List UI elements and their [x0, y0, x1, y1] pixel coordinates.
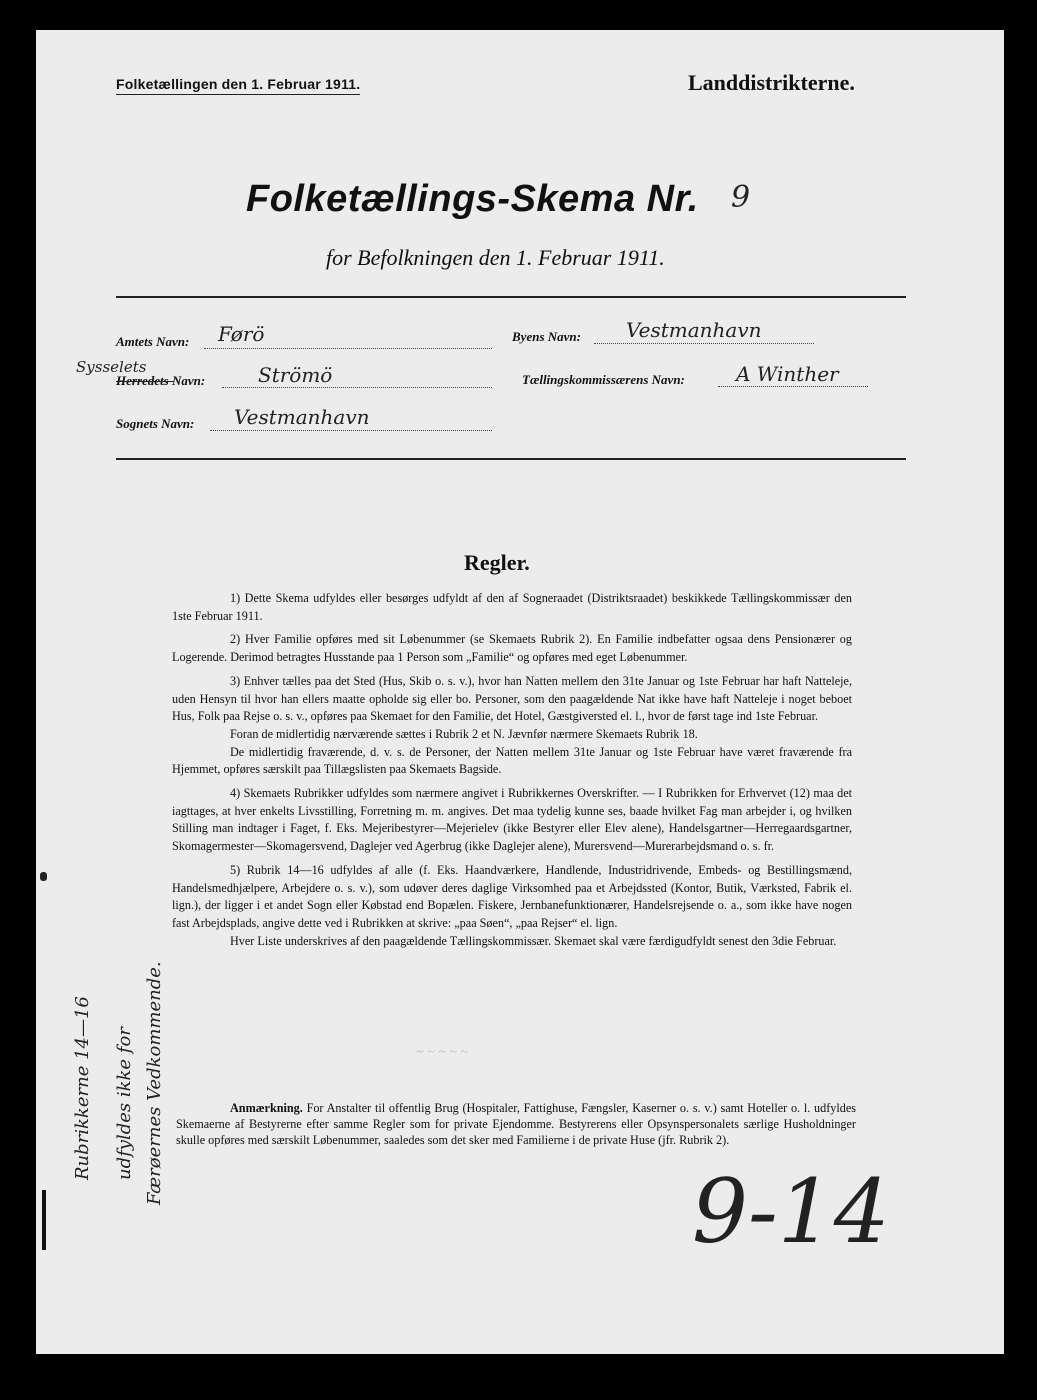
kommissaer-line [718, 386, 868, 387]
bottom-divider [116, 458, 906, 460]
amt-value: Førö [218, 322, 265, 346]
amt-label: Amtets Navn: [116, 334, 190, 349]
kommissaer-label: Tællingskommissærens Navn: [522, 372, 685, 387]
bleed-through-marks: ~ ~ ~ ~ ~ [416, 1045, 468, 1060]
form-title: Folketællings-Skema Nr. [246, 178, 699, 220]
anmaerkning [176, 1100, 856, 1148]
anmaerkning-lead: Anmærkning. [230, 1101, 303, 1115]
header-census-date: Folketællingen den 1. Februar 1911. [116, 76, 360, 95]
rule-1: 1) Dette Skema udfyldes eller besørges udfyldt af den af Sogneraadet (Distriktsraadet) beskikkede Tællingskommissær den 1ste Februar 1911. [172, 591, 852, 623]
sogn-line [210, 430, 492, 431]
by-label: Byens Navn: [512, 329, 581, 344]
herred-strike [116, 381, 174, 382]
rules-body [172, 590, 852, 956]
by-line [594, 343, 814, 344]
anmaerkning-text: For Anstalter til offentlig Brug (Hospitaler, Fattighuse, Fængsler, Kaserner o. s. v.) samt Hoteller o. l. udfyldes Skemaerne af Bestyrerne efter samme Regler som for private Ejendomme. Bestyrerens eller Opsynspersonalets særlige Husholdninger skulle opføres med særskilt Løbenummer, saaledes som det sker med Familierne i de private Huse (jfr. Rubrik 2). [176, 1101, 856, 1147]
sogn-value: Vestmanhavn [234, 405, 370, 429]
sogn-label: Sognets Navn: [116, 416, 195, 431]
header-district-type: Landdistrikterne. [688, 70, 855, 95]
by-value: Vestmanhavn [626, 318, 762, 342]
form-subtitle: for Befolkningen den 1. Februar 1911. [326, 245, 665, 270]
kommissaer-value: A Winther [736, 362, 839, 386]
archive-number: 9-14 [692, 1160, 890, 1263]
rule-5-note: Hver Liste underskrives af den paagældende Tællingskommissær. Skemaet skal være færdigudfyldt senest den 3die Februar. [230, 933, 837, 948]
form-number: 9 [731, 180, 751, 215]
margin-note-line-1: Rubrikkerne 14—16 [72, 996, 93, 1180]
margin-note-line-3: Færøernes Vedkommende. [144, 961, 165, 1205]
herred-label: Herredets Navn: [116, 373, 206, 388]
edge-mark-dot [40, 872, 47, 881]
amt-line [204, 348, 492, 349]
herred-line [222, 387, 492, 388]
margin-note-line-2: udfyldes ikke for [114, 1027, 135, 1180]
herred-value: Strömö [258, 363, 333, 387]
rule-2: 2) Hver Familie opføres med sit Løbenummer (se Skemaets Rubrik 2). En Familie indbefatter ogsaa dens Pensionærer og Logerende. Derimod betragtes Husstande paa 1 Person som „Familie“ og opføres med eget Løbenummer. [172, 632, 852, 665]
rules-title: Regler. [464, 550, 530, 575]
rule-5: 5) Rubrik 14—16 udfyldes af alle (f. Eks. Haandværkere, Handlende, Industridrivende, Embeds- og Bestillingsmænd, Handelsmedhjælpere, Arbejdere o. s. v.), som udøver deres daglige Virksomhed paa et Arbejdssted (Kontor, Butik, Værksted, Fabrik el. lign.), der ligger i et andet Sogn eller Købstad end Bopælen. Fiskere, Jernbanefunktionærer, Handelsrejsende o. a., som ikke have nogen fast Arbejdsplads, angive dette ved i Rubrikken at skrive: „paa Søen“, „paa Rejser“ el. lign. [172, 862, 852, 930]
edge-mark-bar [42, 1190, 46, 1250]
census-form [36, 30, 1004, 1354]
rule-3-note-a: Foran de midlertidig nærværende sættes i Rubrik 2 et N. Jævnfør nærmere Skemaets Rubrik 18. [230, 726, 698, 741]
rule-3: 3) Enhver tælles paa det Sted (Hus, Skib o. s. v.), hvor han Natten mellem den 31te Januar og 1ste Februar har haft Natteleje, uden Hensyn til hvor han ellers maatte opholde sig eller bo. Personer, som den paagældende Nat ikke have haft Natteleje i noget beboet Hus, Folk paa Rejse o. s. v., opføres paa Skemaet for den Familie, det Hotel, Gæstgiversted el. l., hvor de først tage ind 1ste Februar. [172, 673, 852, 724]
rule-3-note-b: De midlertidig fraværende, d. v. s. de Personer, der Natten mellem 31te Januar og 1ste Februar have været fraværende fra Hjemmet, opføres særskilt paa Tillægslisten paa Skemaets Bagside. [172, 744, 852, 777]
top-divider [116, 296, 906, 298]
herred-correction: Sysselets [76, 358, 147, 376]
rule-4: 4) Skemaets Rubrikker udfyldes som nærmere angivet i Rubrikkernes Overskrifter. — I Rubrikken for Erhvervet (12) maa det iagttages, at hver enkelts Livsstilling, Forretning m. m. angives. Det maa tydelig kunne ses, baade hvilket Fag man arbejder i, og hvilken Stilling man indtager i Faget, f. Eks. Mejeribestyrer—Mejerielev (ikke Bestyrer eller Elev alene), Handelsgartner—Herregaardsgartner, Skomagermester—Skomagersvend, Daglejer ved Agerbrug (ikke Daglejer alene), Murersvend—Murerarbejdsmand o. s. fr. [172, 786, 852, 854]
